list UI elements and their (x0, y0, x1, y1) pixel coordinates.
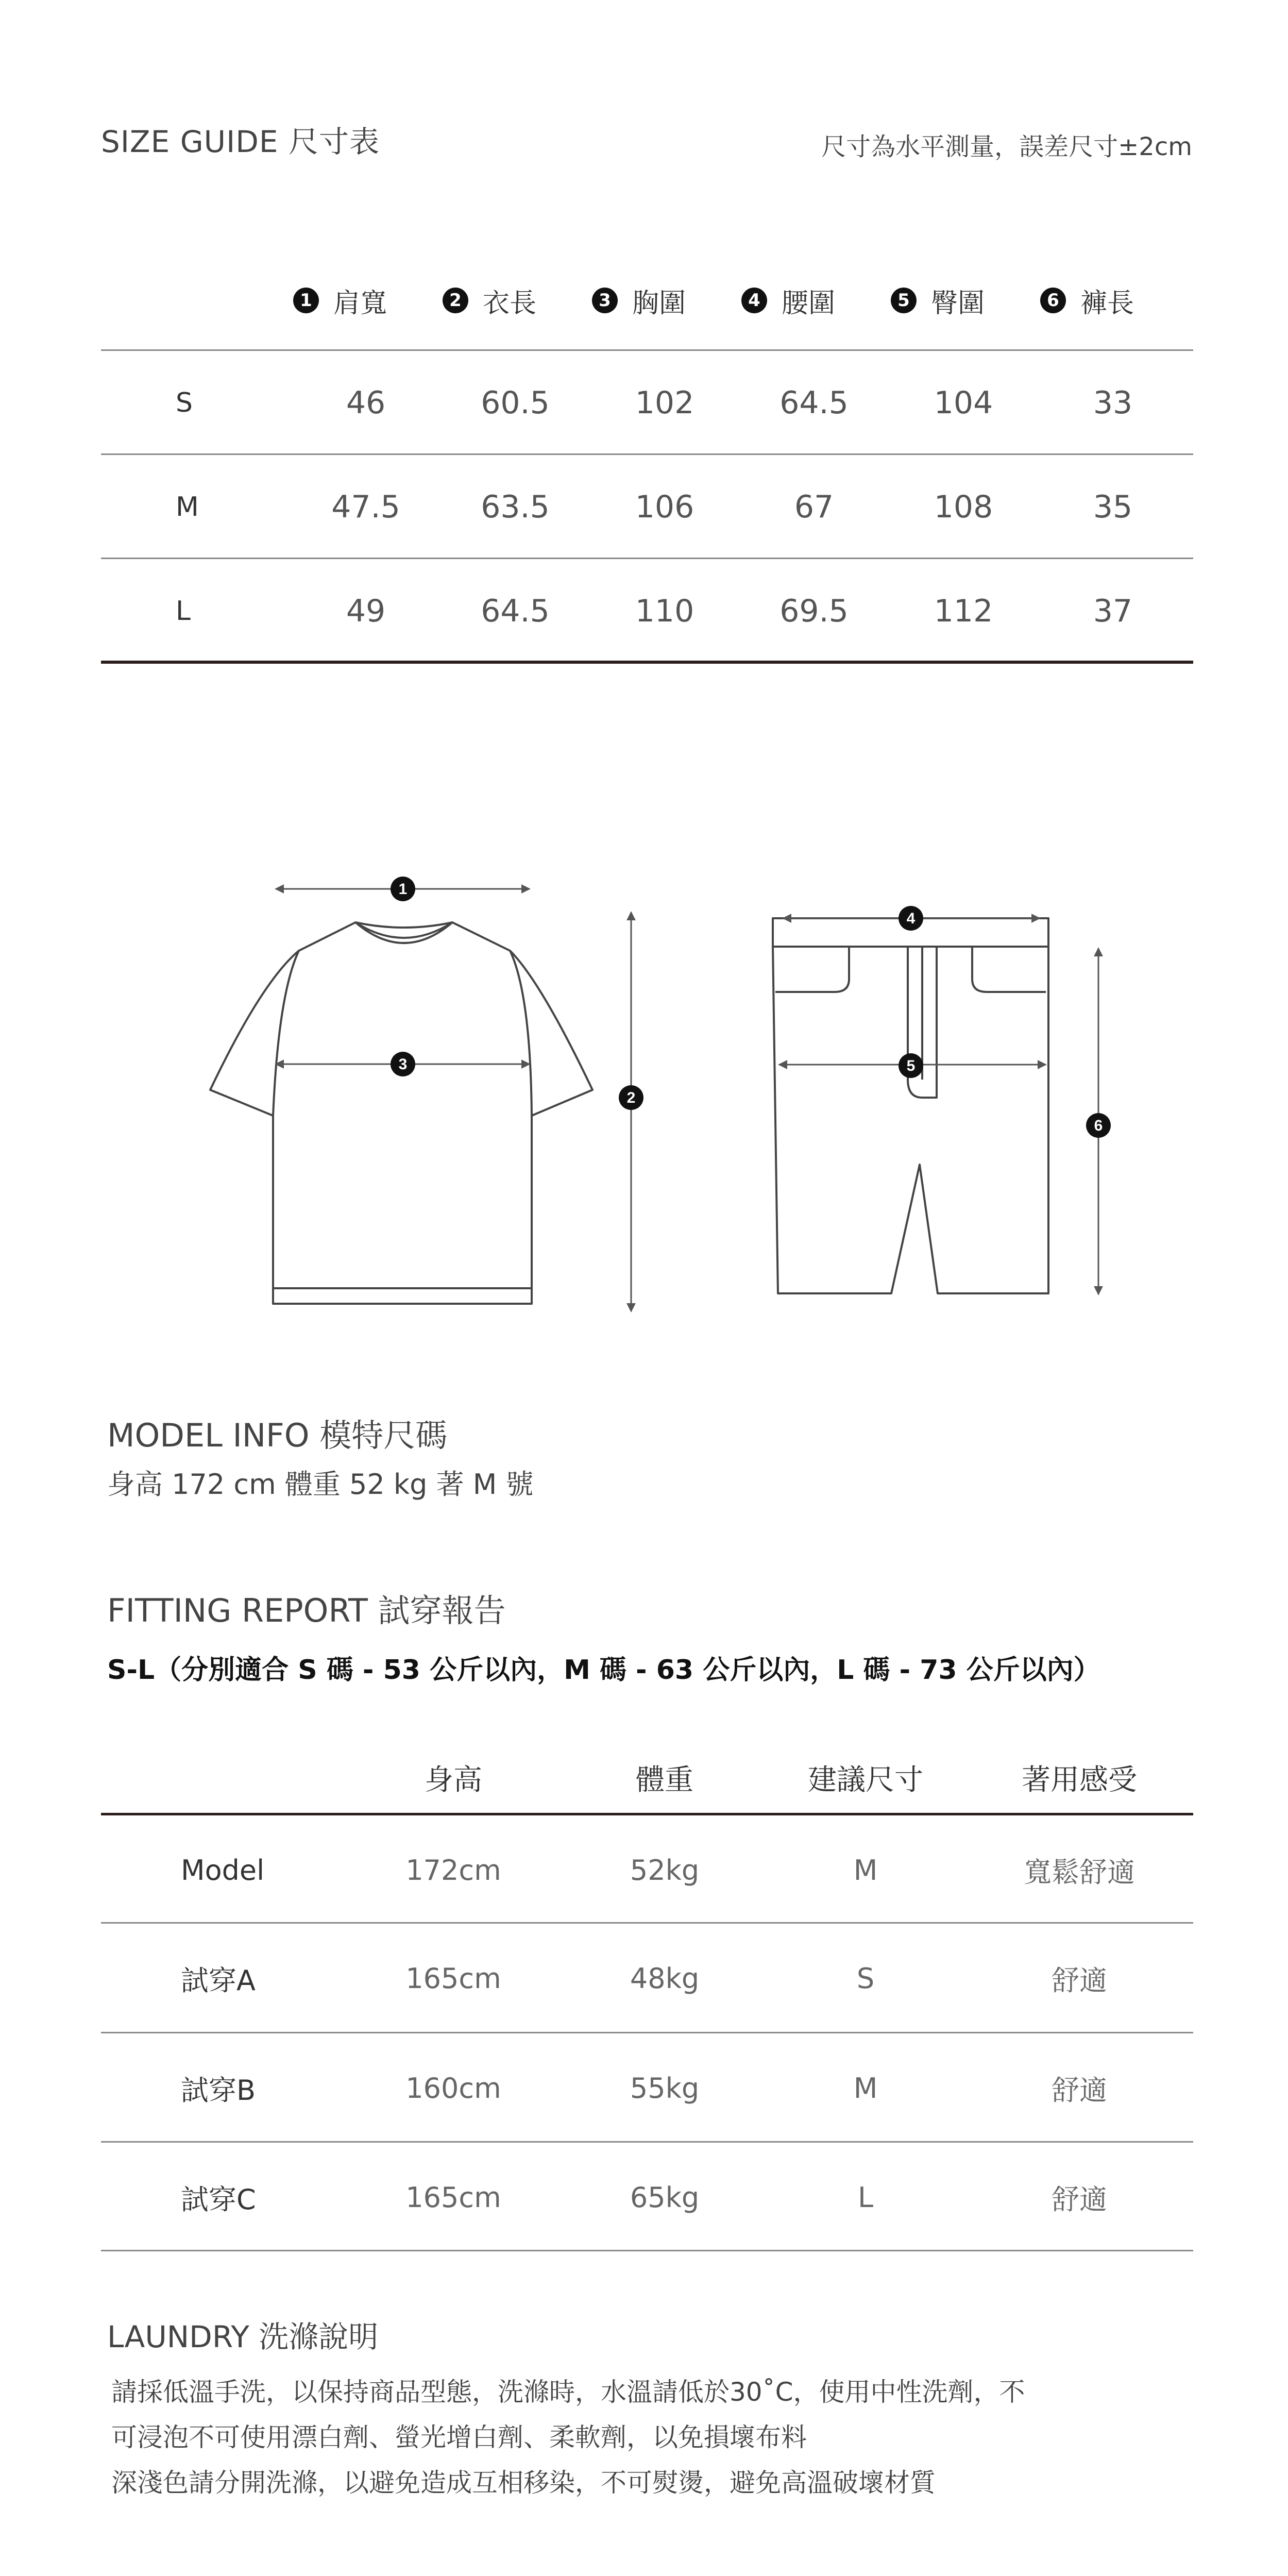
marker-3-icon (391, 1052, 415, 1076)
fit-cell: M (853, 2072, 878, 2104)
size-cell: 67 (794, 489, 834, 525)
size-cell: 64.5 (481, 593, 550, 629)
size-cell: 110 (635, 593, 694, 629)
size-col-header-shoulder (268, 278, 412, 323)
size-row-l (101, 559, 1193, 663)
marker-4-icon: 4 (741, 288, 767, 313)
size-cell: 108 (934, 489, 993, 525)
size-col-header-pants-length (1015, 278, 1159, 323)
size-col-label: 褲長 (1080, 288, 1134, 319)
laundry-line: 可浸泡不可使用漂白劑、螢光增白劑、柔軟劑，以免損壞布料 (111, 2422, 807, 2452)
marker-5-icon: 5 (891, 288, 917, 313)
size-cell: 104 (934, 384, 993, 421)
fit-header-size: 建議尺寸 (808, 1763, 923, 1797)
svg-text:3: 3 (398, 1056, 408, 1073)
size-col-header-chest (567, 278, 711, 323)
size-cell: 69.5 (779, 593, 849, 629)
table-bottom-rule (101, 661, 1193, 664)
size-cell: 37 (1093, 593, 1133, 629)
table-row (101, 2143, 1193, 2252)
marker-6-icon (1086, 1113, 1111, 1138)
size-cell: 64.5 (779, 384, 849, 421)
marker-3-icon: 3 (592, 288, 618, 313)
size-col-label: 肩寬 (333, 288, 387, 319)
size-cell: 60.5 (481, 384, 550, 421)
fit-cell: 舒適 (1052, 1964, 1107, 1997)
fit-cell: M (853, 1854, 878, 1887)
fitting-report-subtitle: S-L（分別適合 S 碼 - 53 公斤以內，M 碼 - 63 公斤以內，L 碼 - 73 公斤以內） (107, 1655, 1100, 1686)
marker-2-icon: 2 (443, 288, 468, 313)
marker-1-icon: 1 (293, 288, 319, 313)
size-col-header-length (417, 278, 562, 323)
fit-cell: 寬鬆舒適 (1024, 1856, 1135, 1889)
laundry-line: 請採低溫手洗，以保持商品型態，洗滌時，水溫請低於30˚C，使用中性洗劑，不 (111, 2377, 1025, 2407)
size-label: S (176, 387, 193, 418)
table-row (101, 1924, 1193, 2033)
fit-header-feel: 著用感受 (1022, 1763, 1137, 1797)
size-col-header-waist (716, 278, 860, 323)
marker-1-icon (391, 877, 415, 901)
size-col-label: 胸圍 (632, 288, 686, 319)
model-info-title: MODEL INFO 模特尺碼 (107, 1417, 448, 1454)
svg-text:2: 2 (626, 1089, 636, 1106)
model-info-text: 身高 172 cm 體重 52 kg 著 M 號 (107, 1468, 534, 1501)
size-cell: 35 (1093, 489, 1133, 525)
size-row-m (101, 455, 1193, 559)
table-row (101, 2033, 1193, 2143)
laundry-line: 深淺色請分開洗滌，以避免造成互相移染，不可熨燙，避免高溫破壞材質 (111, 2468, 936, 2498)
divider (101, 2250, 1193, 2251)
fit-cell: S (856, 1962, 875, 1995)
marker-5-icon (899, 1053, 923, 1078)
fit-cell: 172cm (405, 1854, 501, 1887)
marker-4-icon (899, 906, 923, 931)
fit-row-name: 試穿C (181, 2183, 256, 2216)
laundry-title: LAUNDRY 洗滌說明 (107, 2319, 379, 2354)
fit-cell: 65kg (630, 2181, 700, 2214)
svg-text:5: 5 (906, 1057, 916, 1074)
size-cell: 47.5 (331, 489, 400, 525)
fit-cell: 52kg (630, 1854, 700, 1887)
size-label: L (176, 595, 191, 627)
size-col-label: 臀圍 (930, 288, 985, 319)
measurement-diagram (0, 876, 1288, 1340)
table-row (101, 1815, 1193, 1925)
fitting-report-title: FITTING REPORT 試穿報告 (107, 1592, 506, 1629)
fit-row-name: 試穿A (181, 1964, 256, 1997)
shorts-outline (773, 918, 1048, 1293)
size-guide-title: SIZE GUIDE 尺寸表 (101, 124, 380, 159)
size-cell: 63.5 (481, 489, 550, 525)
tshirt-outline (210, 922, 592, 1304)
fit-cell: 舒適 (1052, 2183, 1107, 2216)
size-cell: 46 (346, 384, 386, 421)
fit-row-name: 試穿B (181, 2074, 256, 2107)
fit-header-weight: 體重 (636, 1763, 693, 1797)
fit-row-name: Model (181, 1854, 265, 1887)
svg-text:6: 6 (1094, 1117, 1103, 1134)
fit-cell: 165cm (405, 2181, 501, 2214)
size-cell: 49 (346, 593, 386, 629)
fit-cell: L (857, 2181, 874, 2214)
size-cell: 106 (635, 489, 694, 525)
fit-cell: 165cm (405, 1962, 501, 1995)
fit-header-height: 身高 (425, 1763, 482, 1797)
fit-cell: 55kg (630, 2072, 700, 2104)
size-cell: 33 (1093, 384, 1133, 421)
size-cell: 112 (934, 593, 993, 629)
fit-cell: 舒適 (1052, 2074, 1107, 2107)
size-col-header-hip (866, 278, 1010, 323)
svg-text:4: 4 (906, 910, 916, 927)
svg-text:1: 1 (398, 881, 408, 898)
size-col-label: 衣長 (482, 288, 536, 319)
marker-2-icon (619, 1085, 643, 1110)
size-col-label: 腰圍 (781, 288, 835, 319)
marker-6-icon: 6 (1040, 288, 1066, 313)
size-guide-note: 尺寸為水平測量，誤差尺寸±2cm (821, 132, 1192, 161)
size-label: M (176, 491, 199, 523)
size-cell: 102 (635, 384, 694, 421)
size-row-s (101, 351, 1193, 454)
fit-cell: 160cm (405, 2072, 501, 2104)
fit-cell: 48kg (630, 1962, 700, 1995)
